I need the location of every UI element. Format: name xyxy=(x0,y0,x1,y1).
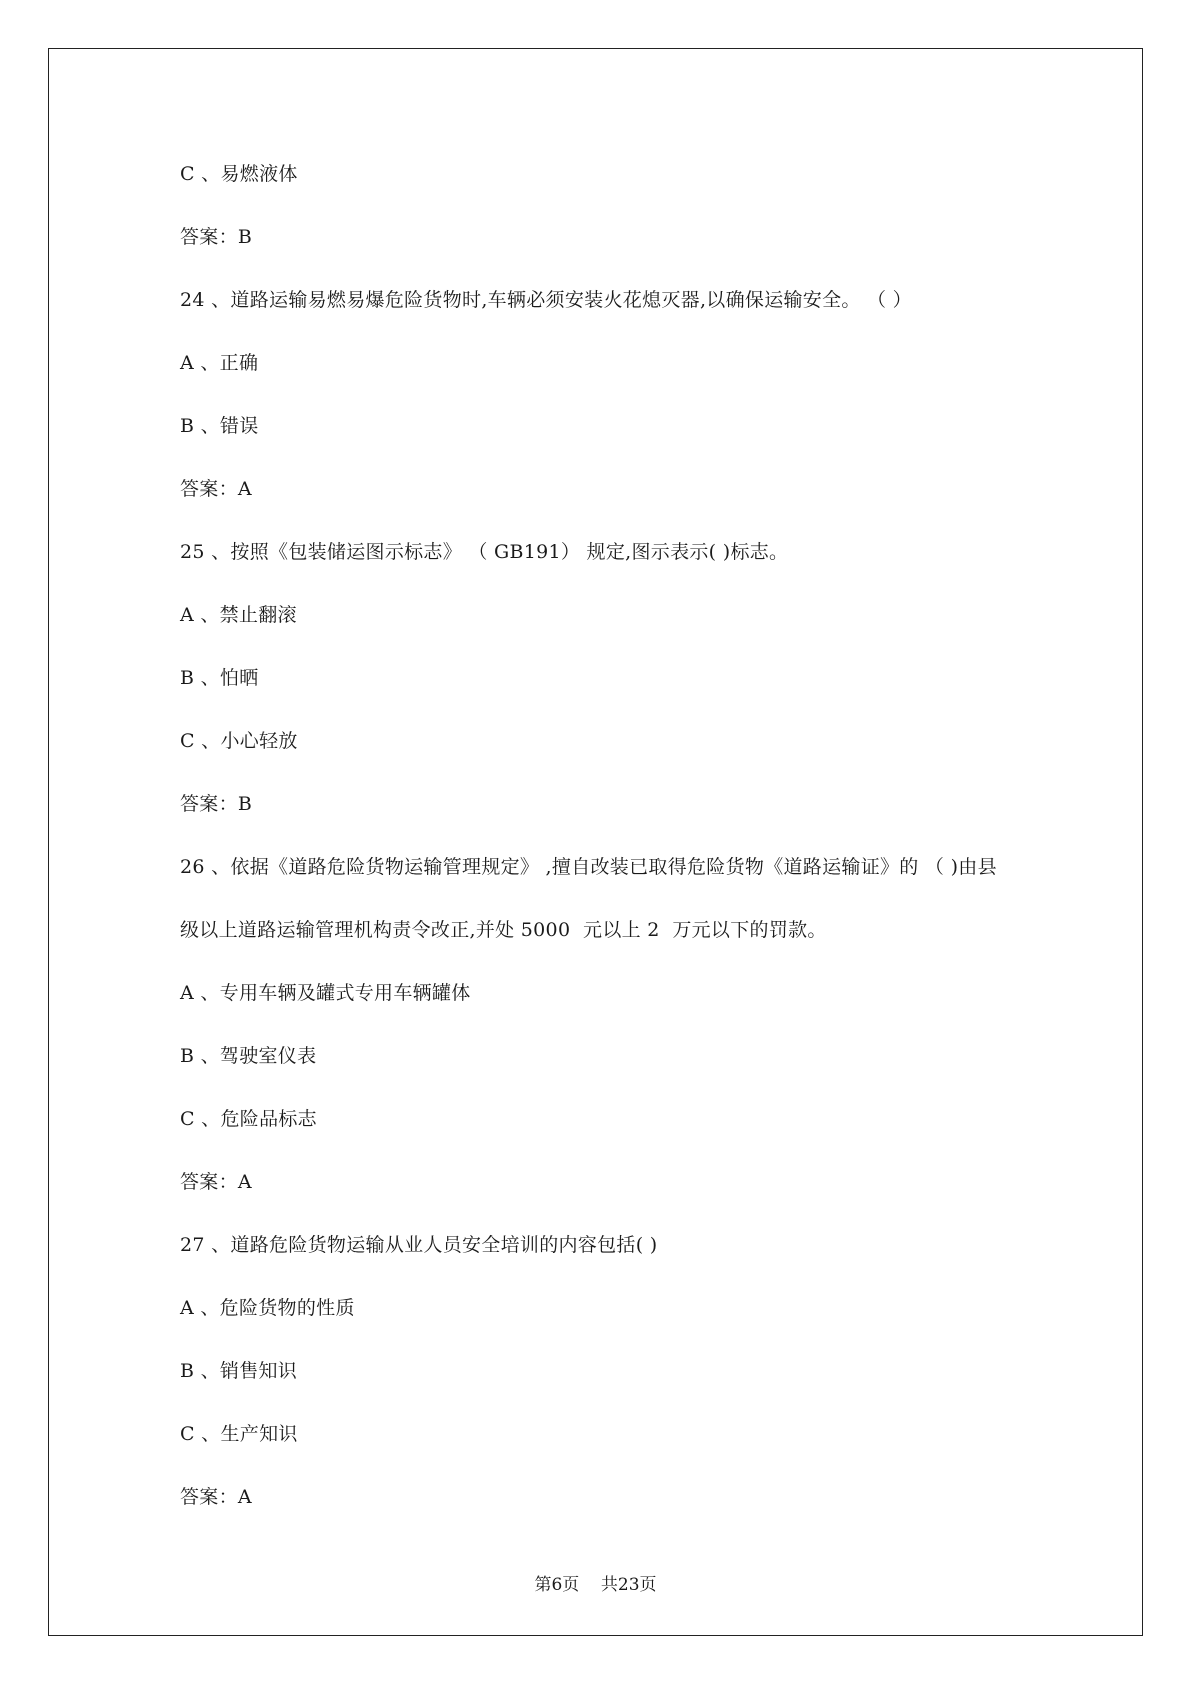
answer-q27: 答案：A xyxy=(180,1486,252,1508)
option-b-q25: B 、怕晒 xyxy=(180,667,259,689)
option-a-q27: A 、危险货物的性质 xyxy=(180,1297,355,1319)
option-a-q26: A 、专用车辆及罐式专用车辆罐体 xyxy=(180,982,471,1004)
page-border xyxy=(48,48,1143,1636)
answer-q26: 答案：A xyxy=(180,1171,252,1193)
page-footer: 第6页 共23页 xyxy=(534,1575,657,1595)
option-c-q25: C 、小心轻放 xyxy=(180,730,298,752)
question-26-line2: 级以上道路运输管理机构责令改正,并处 5000 元以上 2 万元以下的罚款。 xyxy=(180,919,827,941)
option-b-q27: B 、销售知识 xyxy=(180,1360,298,1382)
option-c-q23: C 、易燃液体 xyxy=(180,163,298,185)
answer-q24: 答案：A xyxy=(180,478,252,500)
answer-q25: 答案：B xyxy=(180,793,253,815)
option-b-q24: B 、错误 xyxy=(180,415,259,437)
question-24: 24 、道路运输易燃易爆危险货物时,车辆必须安装火花熄灭器,以确保运输安全。 （ ） xyxy=(180,289,912,311)
option-b-q26: B 、驾驶室仪表 xyxy=(180,1045,317,1067)
option-a-q24: A 、正确 xyxy=(180,352,259,374)
option-c-q27: C 、生产知识 xyxy=(180,1423,298,1445)
answer-q23: 答案：B xyxy=(180,226,253,248)
question-27: 27 、道路危险货物运输从业人员安全培训的内容包括( ) xyxy=(180,1234,658,1256)
option-a-q25: A 、禁止翻滚 xyxy=(180,604,297,626)
question-25: 25 、按照《包装储运图示标志》 （ GB191） 规定,图示表示( )标志。 xyxy=(180,541,789,563)
option-c-q26: C 、危险品标志 xyxy=(180,1108,317,1130)
question-26-line1: 26 、依据《道路危险货物运输管理规定》 ,擅自改装已取得危险货物《道路运输证》的 （ )由县 xyxy=(180,856,997,878)
